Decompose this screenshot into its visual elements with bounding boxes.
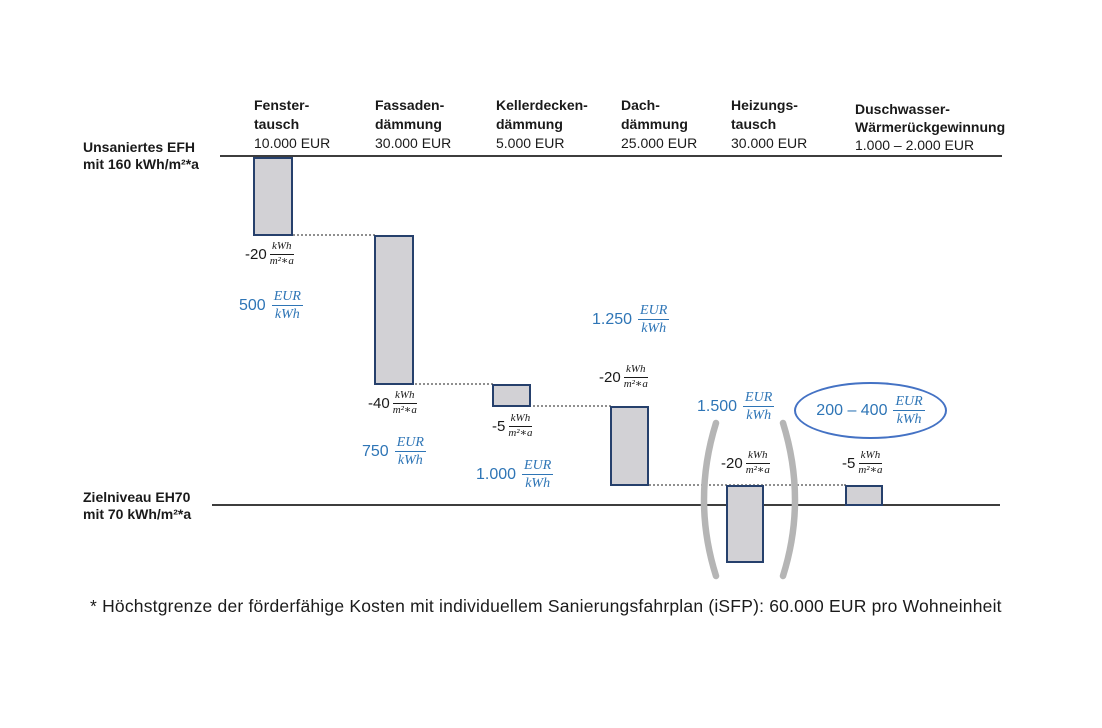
fraction-numerator: EUR bbox=[395, 435, 426, 452]
measure-name-line2: dämmung bbox=[621, 116, 688, 132]
fraction-numerator: EUR bbox=[638, 303, 669, 320]
fraction-denominator: m²∗a bbox=[392, 403, 417, 416]
header-heizungstausch bbox=[731, 96, 807, 153]
cost-eff-annotation-heizungstausch bbox=[697, 390, 774, 423]
fraction-numerator: EUR bbox=[743, 390, 774, 407]
start-level-line bbox=[220, 155, 1002, 157]
cost-eff-unit-fraction bbox=[272, 289, 303, 322]
delta-unit-fraction bbox=[624, 364, 648, 391]
cost-eff-annotation-dachdaemmung bbox=[592, 303, 669, 336]
delta-unit-fraction bbox=[858, 450, 882, 477]
cost-eff-annotation-fassadendaemmung bbox=[362, 435, 426, 468]
measure-cost: 5.000 EUR bbox=[496, 135, 565, 151]
bar-kellerdeckendaemmung bbox=[492, 384, 531, 407]
start-level-label-line2: mit 160 kWh/m²*a bbox=[83, 156, 199, 172]
measure-name-line1: Dach- bbox=[621, 97, 660, 113]
delta-value: -20 bbox=[245, 245, 267, 263]
measure-cost: 10.000 EUR bbox=[254, 135, 331, 151]
fraction-denominator: m²∗a bbox=[269, 254, 294, 267]
cost-eff-value: 1.250 bbox=[592, 310, 633, 328]
fraction-numerator: EUR bbox=[893, 394, 924, 411]
fraction-numerator: kWh bbox=[746, 450, 770, 464]
bar-dachdaemmung bbox=[610, 406, 649, 486]
header-fassadendaemmung bbox=[375, 96, 451, 153]
delta-annotation-dachdaemmung bbox=[599, 364, 648, 391]
fraction-denominator: m²∗a bbox=[745, 463, 770, 476]
cost-eff-value: 1.500 bbox=[697, 397, 738, 415]
delta-value: -20 bbox=[599, 368, 621, 386]
measure-name-line1: Duschwasser- bbox=[855, 101, 950, 117]
cost-eff-unit-fraction bbox=[638, 303, 669, 336]
delta-annotation-fassadendaemmung bbox=[368, 390, 417, 417]
bar-duschwasser bbox=[845, 485, 883, 506]
delta-annotation-heizungstausch bbox=[721, 450, 770, 477]
cost-eff-value: 200 – 400 bbox=[816, 401, 888, 419]
measure-cost: 1.000 – 2.000 EUR bbox=[855, 137, 975, 153]
target-level-label-line1: Zielniveau EH70 bbox=[83, 489, 191, 505]
bar-fenstertausch bbox=[253, 157, 293, 236]
cost-eff-unit-fraction bbox=[395, 435, 426, 468]
left-parenthesis-icon bbox=[704, 423, 716, 576]
start-level-label-line1: Unsaniertes EFH bbox=[83, 139, 196, 155]
measure-name-line1: Fenster- bbox=[254, 97, 310, 113]
delta-unit-fraction bbox=[508, 413, 532, 440]
cost-eff-annotation-duschwasser bbox=[816, 394, 924, 427]
right-parenthesis-icon bbox=[783, 423, 795, 576]
measure-cost: 30.000 EUR bbox=[375, 135, 452, 151]
delta-value: -20 bbox=[721, 454, 743, 472]
cost-eff-value: 500 bbox=[239, 296, 266, 314]
fraction-denominator: m²∗a bbox=[508, 426, 533, 439]
cost-eff-value: 1.000 bbox=[476, 465, 517, 483]
bar-fassadendaemmung bbox=[374, 235, 414, 385]
fraction-numerator: kWh bbox=[393, 390, 417, 404]
fraction-numerator: EUR bbox=[522, 458, 553, 475]
delta-value: -5 bbox=[842, 454, 856, 472]
cost-eff-annotation-kellerdeckendaemmung bbox=[476, 458, 553, 491]
measure-name-line1: Fassaden- bbox=[375, 97, 445, 113]
measure-name-line2: tausch bbox=[731, 116, 777, 132]
header-duschwasser-waermerueckgewinnung bbox=[855, 100, 1005, 154]
fraction-denominator: kWh bbox=[274, 307, 300, 323]
fraction-denominator: m²∗a bbox=[623, 377, 648, 390]
measure-cost: 30.000 EUR bbox=[731, 135, 808, 151]
fraction-numerator: kWh bbox=[624, 364, 648, 378]
measure-cost: 25.000 EUR bbox=[621, 135, 698, 151]
bar-heizungstausch bbox=[726, 485, 764, 563]
cost-eff-ellipse-duschwasser bbox=[794, 382, 947, 439]
header-fenstertausch bbox=[254, 96, 330, 153]
measure-name-line2: tausch bbox=[254, 116, 300, 132]
start-level-label bbox=[83, 139, 199, 173]
fraction-numerator: kWh bbox=[859, 450, 883, 464]
fraction-denominator: kWh bbox=[896, 412, 922, 427]
header-dachdaemmung bbox=[621, 96, 697, 153]
footnote: * Höchstgrenze der förderfähige Kosten mit individuellem Sanierungsfahrplan (iSFP): 60.000 EUR pro Wohneinheit bbox=[90, 596, 1002, 616]
delta-value: -5 bbox=[492, 417, 506, 435]
cost-eff-unit-fraction bbox=[893, 394, 924, 427]
measure-name-line1: Heizungs- bbox=[731, 97, 798, 113]
delta-value: -40 bbox=[368, 394, 390, 412]
target-level-label-line2: mit 70 kWh/m²*a bbox=[83, 506, 192, 522]
fraction-numerator: kWh bbox=[270, 241, 294, 255]
delta-annotation-kellerdeckendaemmung bbox=[492, 413, 533, 440]
target-level-label bbox=[83, 489, 191, 523]
fraction-denominator: kWh bbox=[525, 476, 551, 492]
cost-eff-annotation-fenstertausch bbox=[239, 289, 303, 322]
delta-annotation-fenstertausch bbox=[245, 241, 294, 268]
fraction-denominator: kWh bbox=[397, 453, 423, 469]
cost-eff-value: 750 bbox=[362, 442, 389, 460]
fraction-numerator: EUR bbox=[272, 289, 303, 306]
cost-eff-unit-fraction bbox=[743, 390, 774, 423]
header-kellerdeckendaemmung bbox=[496, 96, 588, 153]
delta-unit-fraction bbox=[746, 450, 770, 477]
measure-name-line1: Kellerdecken- bbox=[496, 97, 588, 113]
measure-name-line2: Wärmerückgewinnung bbox=[855, 119, 1006, 135]
cost-eff-unit-fraction bbox=[522, 458, 553, 491]
delta-unit-fraction bbox=[393, 390, 417, 417]
fraction-denominator: kWh bbox=[746, 408, 772, 424]
delta-annotation-duschwasser bbox=[842, 450, 883, 477]
delta-unit-fraction bbox=[270, 241, 294, 268]
fraction-denominator: kWh bbox=[641, 321, 667, 337]
measure-name-line2: dämmung bbox=[375, 116, 442, 132]
measure-name-line2: dämmung bbox=[496, 116, 563, 132]
fraction-numerator: kWh bbox=[509, 413, 533, 427]
fraction-denominator: m²∗a bbox=[858, 463, 883, 476]
